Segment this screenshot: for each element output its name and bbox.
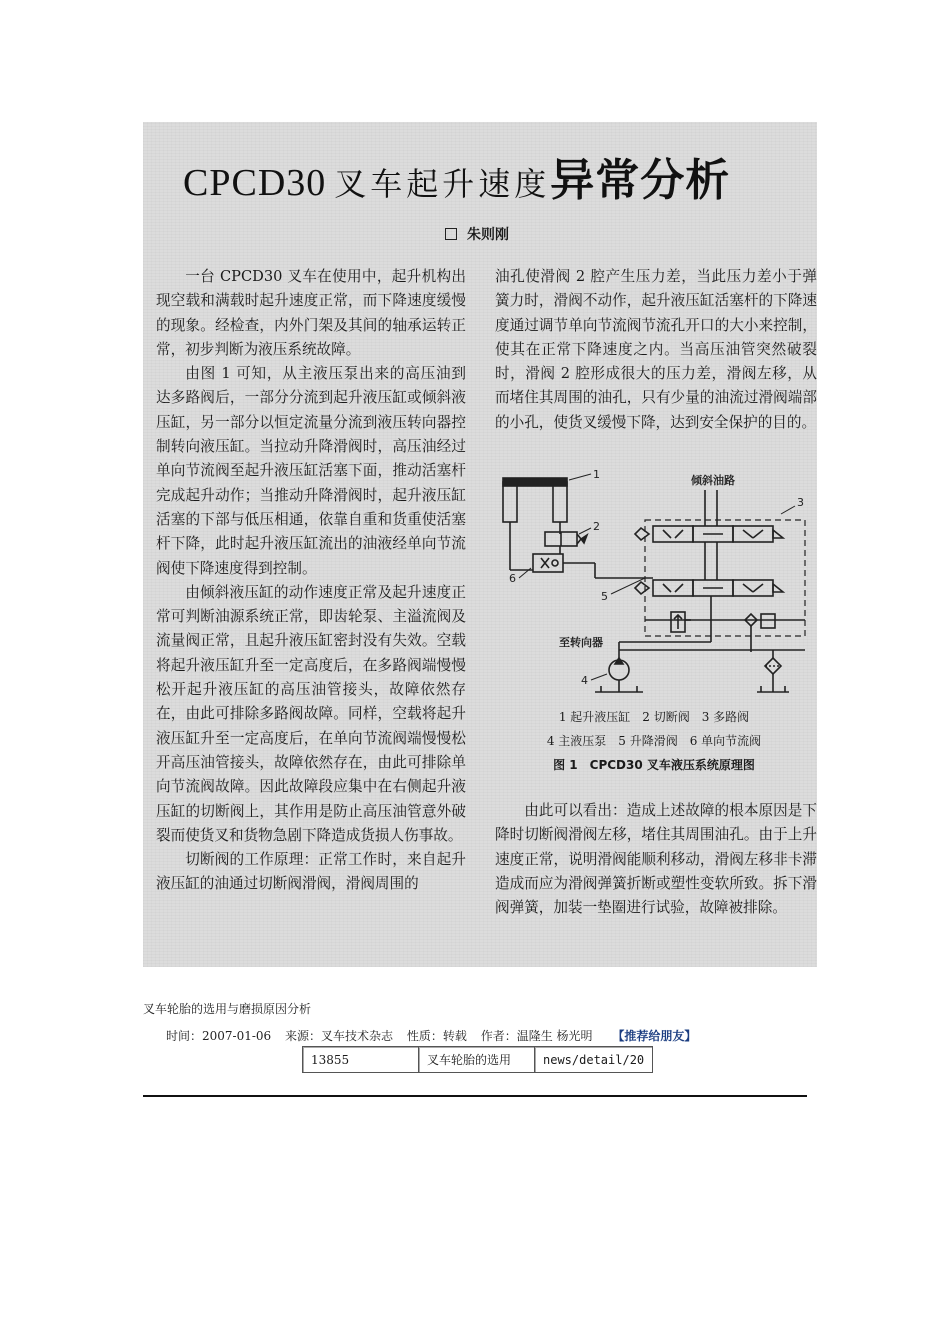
article-paragraph: 由倾斜液压缸的动作速度正常及起升速度正常可判断油源系统正常，即齿轮泵、主溢流阀及流量阀正常，且起升液压缸密封没有失效。空载将起升液压缸升至一定高度后，在多路阀端慢慢松开起升液压缸的高压油管接头，故障依然存在，由此可排除多路阀故障。同样，空载将起升液压缸升至一定高度后，在单向节流阀端慢慢松开高压油管接头，故障依然存在，由此可排除单向节流阀故障。因此故障段应集中在右侧起升液压缸的切断阀上，其作用是防止高压油管意外破裂而使货叉和货物急剧下降造成货损人伤事故。	[156, 583, 466, 844]
article-left-column	[156, 265, 466, 897]
figure-caption	[495, 705, 813, 777]
label-to-steering: 至转向器	[559, 636, 603, 649]
article-meta-line	[166, 1027, 706, 1044]
callout-number: 4	[581, 674, 588, 687]
table-row	[303, 1047, 653, 1073]
article-conclusion	[495, 799, 817, 920]
cutoff-valve-symbol	[545, 532, 587, 546]
relief-valve-symbol	[671, 612, 691, 632]
table-cell-title[interactable]: 叉车轮胎的选用	[419, 1047, 535, 1073]
recommend-to-friend-link[interactable]: 【推荐给朋友】	[612, 1029, 697, 1043]
figure-legend-line: 1 起升液压缸 2 切断阀 3 多路阀	[558, 710, 750, 724]
article-title-cn: 叉车起升速度	[334, 165, 551, 203]
filter-tank-symbol	[757, 650, 789, 692]
callout-number: 3	[797, 496, 804, 509]
hydraulic-schematic-diagram	[495, 470, 813, 710]
callout-number: 6	[509, 572, 516, 585]
check-throttle-valve-symbol	[533, 554, 563, 572]
byline-square-icon	[445, 228, 457, 240]
figure-title: 图 1 CPCD30 叉车液压系统原理图	[553, 758, 755, 772]
article-byline	[445, 224, 509, 244]
callout-number: 2	[593, 520, 600, 533]
article-author: 朱则刚	[467, 227, 509, 243]
figure-legend-line: 4 主液压泵 5 升降滑阀 6 单向节流阀	[546, 734, 762, 748]
scanned-article-image	[143, 122, 817, 967]
article-title	[183, 144, 730, 208]
lift-spool-symbol	[635, 580, 783, 596]
lift-cylinder-symbol	[503, 478, 567, 534]
article-title-emphasis: 异常分析	[550, 155, 731, 206]
meta-nature: 性质：转载	[406, 1029, 467, 1043]
article-paragraph: 切断阀的工作原理：正常工作时，来自起升液压缸的油通过切断阀滑阀，滑阀周围的	[156, 851, 466, 893]
tilt-spool-symbol	[635, 526, 783, 542]
meta-source: 来源：叉车技术杂志	[285, 1029, 394, 1043]
article-paragraph: 一台 CPCD30 叉车在使用中，起升机构出现空载和满载时起升速度正常，而下降速度缓慢的现象。经检查，内外门架及其间的轴承运转正常，初步判断为液压系统故障。	[156, 268, 466, 358]
table-cell-url[interactable]: news/detail/20	[535, 1047, 653, 1073]
callout-number: 1	[593, 470, 600, 481]
label-tilt-circuit: 倾斜油路	[691, 474, 735, 487]
meta-time: 时间：2007-01-06	[166, 1029, 272, 1043]
article-right-column	[495, 265, 817, 435]
article-paragraph: 油孔使滑阀 2 腔产生压力差，当此压力差小于弹簧力时，滑阀不动作，起升液压缸活塞杆的下降速度通过调节单向节流阀节流孔开口的大小来控制，使其在正常下降速度之内。当高压油管突然破裂时，滑阀 2 腔形成很大的压力差，滑阀左移，从而堵住其周围的油孔，只有少量的油流过滑阀端部的小孔，使货叉缓慢下降，达到安全保护的目的。	[495, 268, 817, 431]
article-title-latin: CPCD30	[183, 162, 327, 204]
meta-author: 作者：温隆生 杨光明	[480, 1029, 593, 1043]
hidden-field-table	[302, 1046, 653, 1073]
callout-number: 5	[601, 590, 608, 603]
article-paragraph: 由此可以看出：造成上述故障的根本原因是下降时切断阀滑阀左移，堵住其周围油孔。由于上升速度正常，说明滑阀能顺利移动，滑阀左移非卡滞造成而应为滑阀弹簧折断或塑性变软所致。拆下滑阀弹簧，加装一垫圈进行试验，故障被排除。	[495, 802, 817, 917]
article-paragraph: 由图 1 可知，从主液压泵出来的高压油到达多路阀后，一部分分流到起升液压缸或倾斜液压缸，另一部分以恒定流量分流到液压转向器控制转向液压缸。当拉动升降滑阀时，高压油经过单向节流阀至起升液压缸活塞下面，推动活塞杆完成起升动作；当推动升降滑阀时，起升液压缸活塞的下部与低压相通，依靠自重和货重使活塞杆下降，此时起升液压缸流出的油液经单向节流阀使下降速度得到控制。	[156, 365, 466, 577]
table-cell-id[interactable]: 13855	[303, 1047, 419, 1073]
horizontal-divider	[143, 1095, 807, 1097]
related-article-title[interactable]: 叉车轮胎的选用与磨损原因分析	[143, 1002, 312, 1016]
